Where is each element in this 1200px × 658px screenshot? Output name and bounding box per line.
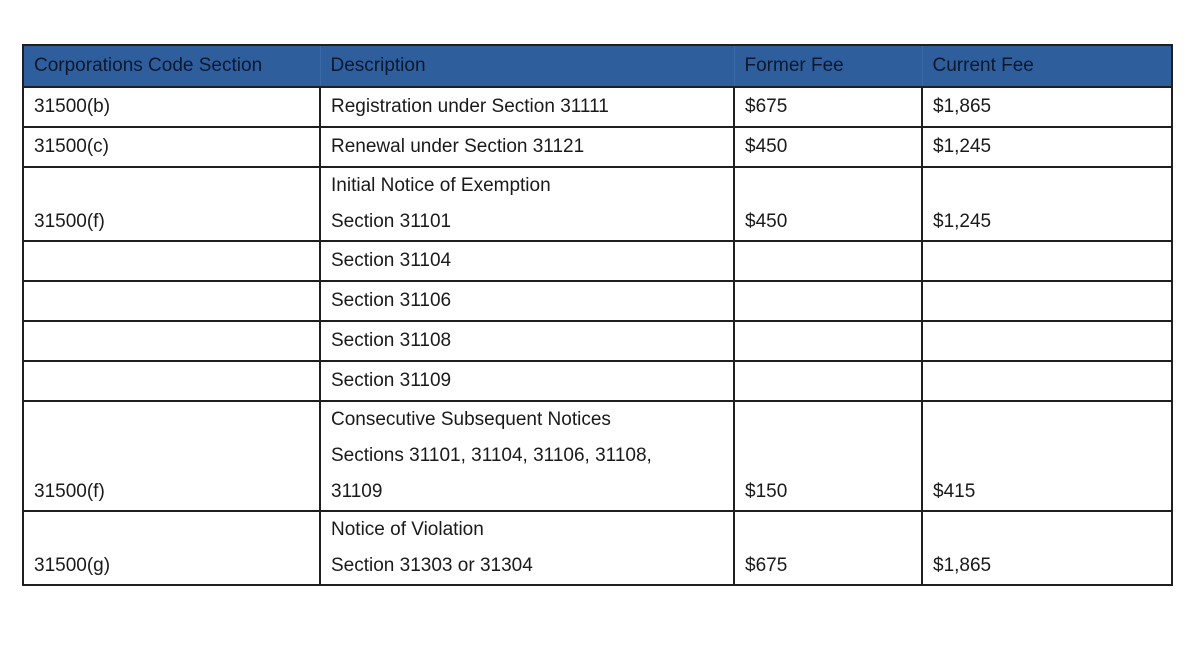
description-cell xyxy=(320,321,734,361)
former-fee-cell xyxy=(734,127,922,167)
section-cell xyxy=(23,321,320,361)
table-row xyxy=(23,281,1172,321)
section-cell-text xyxy=(34,242,319,280)
fee-table xyxy=(22,44,1173,586)
table-row xyxy=(23,127,1172,167)
description-line: Section 31109 xyxy=(331,370,452,391)
section-cell xyxy=(23,361,320,401)
table-row xyxy=(23,401,1172,511)
table-row xyxy=(23,167,1172,241)
current-fee-cell xyxy=(922,127,1172,167)
section-cell-text: 31500(f) xyxy=(34,481,105,502)
former-fee-cell-text: $675 xyxy=(745,96,788,117)
header-current-fee: Current Fee xyxy=(922,45,1172,87)
former-fee-cell xyxy=(734,361,922,401)
current-fee-cell-text xyxy=(933,282,1171,320)
description-cell xyxy=(320,361,734,401)
description-line: Section 31104 xyxy=(331,250,452,271)
current-fee-cell-text: $415 xyxy=(933,481,976,502)
current-fee-cell-text: $1,865 xyxy=(933,555,992,576)
section-cell xyxy=(23,127,320,167)
current-fee-cell xyxy=(922,87,1172,127)
former-fee-cell xyxy=(734,167,922,241)
description-line: Sections 31101, 31104, 31106, 31108, xyxy=(331,445,652,466)
description-line: Renewal under Section 31121 xyxy=(331,136,585,157)
former-fee-cell-text: $450 xyxy=(745,211,788,232)
former-fee-cell-text: $450 xyxy=(745,136,788,157)
description-cell xyxy=(320,241,734,281)
description-line: Section 31106 xyxy=(331,290,452,311)
section-cell xyxy=(23,511,320,585)
current-fee-cell xyxy=(922,281,1172,321)
current-fee-cell xyxy=(922,511,1172,585)
former-fee-cell xyxy=(734,87,922,127)
current-fee-cell-text: $1,245 xyxy=(933,211,992,232)
description-cell xyxy=(320,167,734,241)
section-cell xyxy=(23,281,320,321)
description-cell xyxy=(320,401,734,511)
section-cell-text: 31500(g) xyxy=(34,555,111,576)
description-line: Initial Notice of Exemption xyxy=(331,175,551,196)
former-fee-cell-text: $675 xyxy=(745,555,788,576)
current-fee-cell-text xyxy=(933,242,1171,280)
former-fee-cell-text: $150 xyxy=(745,481,788,502)
former-fee-cell-text xyxy=(745,322,921,360)
description-line: Section 31101 xyxy=(331,211,452,232)
current-fee-cell xyxy=(922,401,1172,511)
section-cell xyxy=(23,241,320,281)
section-cell-text xyxy=(34,282,319,320)
section-cell xyxy=(23,167,320,241)
description-cell xyxy=(320,511,734,585)
current-fee-cell xyxy=(922,321,1172,361)
former-fee-cell xyxy=(734,511,922,585)
former-fee-cell-text xyxy=(745,282,921,320)
table-row xyxy=(23,87,1172,127)
former-fee-cell xyxy=(734,401,922,511)
table-row xyxy=(23,361,1172,401)
description-line: Notice of Violation xyxy=(331,519,484,540)
section-cell-text: 31500(c) xyxy=(34,136,109,157)
header-former-fee: Former Fee xyxy=(734,45,922,87)
description-line: Consecutive Subsequent Notices xyxy=(331,409,611,430)
header-section: Corporations Code Section xyxy=(23,45,320,87)
table-row xyxy=(23,511,1172,585)
current-fee-cell-text: $1,865 xyxy=(933,96,992,117)
table-body xyxy=(23,87,1172,585)
current-fee-cell-text: $1,245 xyxy=(933,136,992,157)
table-row xyxy=(23,321,1172,361)
current-fee-cell xyxy=(922,241,1172,281)
description-cell xyxy=(320,87,734,127)
former-fee-cell-text xyxy=(745,362,921,400)
description-cell xyxy=(320,127,734,167)
section-cell-text xyxy=(34,322,319,360)
description-line: Section 31303 or 31304 xyxy=(331,555,533,576)
current-fee-cell-text xyxy=(933,362,1171,400)
description-cell xyxy=(320,281,734,321)
section-cell-text xyxy=(34,362,319,400)
header-description: Description xyxy=(320,45,734,87)
current-fee-cell xyxy=(922,167,1172,241)
current-fee-cell-text xyxy=(933,322,1171,360)
description-line: Registration under Section 31111 xyxy=(331,96,609,117)
former-fee-cell xyxy=(734,241,922,281)
former-fee-cell xyxy=(734,321,922,361)
former-fee-cell-text xyxy=(745,242,921,280)
table-header-row xyxy=(23,45,1172,87)
section-cell-text: 31500(f) xyxy=(34,211,105,232)
table-row xyxy=(23,241,1172,281)
description-line: 31109 xyxy=(331,481,383,502)
current-fee-cell xyxy=(922,361,1172,401)
former-fee-cell xyxy=(734,281,922,321)
description-line: Section 31108 xyxy=(331,330,452,351)
section-cell xyxy=(23,87,320,127)
section-cell-text: 31500(b) xyxy=(34,96,111,117)
section-cell xyxy=(23,401,320,511)
